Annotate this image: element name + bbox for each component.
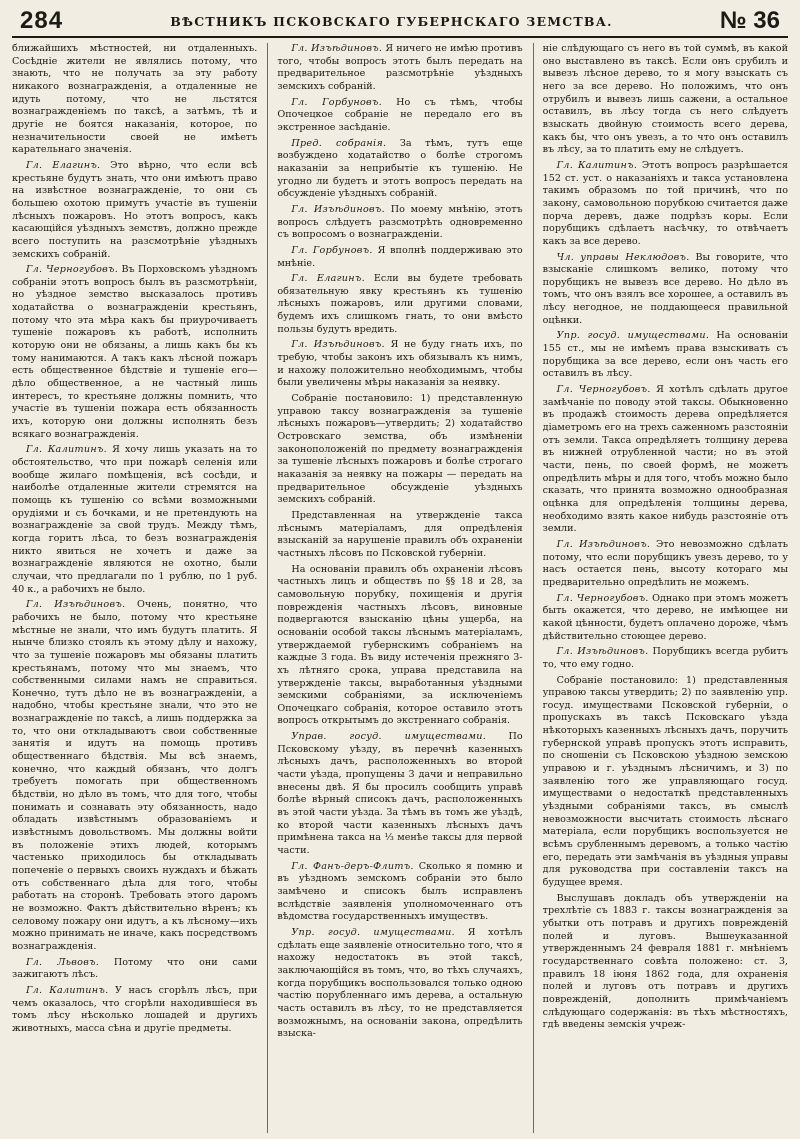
- speaker-name: Гл. Изъѣдиновъ.: [26, 599, 126, 611]
- paragraph-text: На основаніи правилъ объ охраненіи лѣсовъ частныхъ лицъ и обществъ по §§ 18 и 28, за самовольную порубку, похищенія и другія поврежденія частныхъ лѣсовъ, виновные подвергаются взысканію цѣны ущерба, на основаніи особой таксы лѣснымъ матеріаламъ, утверждаемой губернскимъ собраніемъ на каждые 3 года. Въ виду истеченія прежняго 3-хъ лѣтняго срока, управа представила на утвержденіе таксы, выработанныя уѣздными земскими собраніями, за исключеніемъ Опочецкаго собранія, которое оставило этотъ вопросъ открытымъ до экстреннаго собранія.: [277, 563, 523, 727]
- paragraph-text: Вы говорите, что взысканіе слишкомъ велико, потому что порубщикъ не вывезъ все дерево. Но дѣло въ томъ, что онъ взялъ все хорошее, а оставилъ въ лѣсу негодное, не поддающееся правильной оцѣнки.: [542, 251, 788, 326]
- paragraph: [543, 893, 788, 1032]
- paragraph-text: Я хотѣлъ сдѣлать еще заявленіе относительно того, что я нахожу недостатокъ въ этой таксѣ, заключающійся въ томъ, что, во тѣхъ случаяхъ, когда порубщикъ воспользовался только одною частію порубленнаго имъ дерева, а остальную часть оставилъ въ лѣсу, то не представляется возможнымъ, на основаніи закона, опредѣлить взыска-: [277, 926, 523, 1040]
- paragraph: [12, 985, 257, 1036]
- paragraph-text: Очень, понятно, что рабочихъ не было, потому что крестьяне мѣстные не знали, что имъ будутъ платить. Я нынче близко стоялъ къ этому дѣлу и нахожу, что за тушеніе пожаровъ мы обязаны платить крестьянамъ, потому что мы знаемъ, что собственными силами намъ не справиться. Конечно, тутъ дѣло не въ вознагражденіи, а надобно, чтобы крестьяне знали, что это не вознагражденіе по таксѣ, а лишь поддержка за то, что они откладываютъ свои собственные занятія и идутъ на помощь противъ общественнаго бѣдствія. Мы всѣ знаемъ, конечно, что каждый обязанъ, что долгъ требуетъ помогать при общественномъ бѣдствіи, но дѣло въ томъ, что для того, чтобы понимать и сознавать эту обязанность, надо обладать извѣстнымъ образованіемъ и извѣстнымъ довольствомъ. Мы должны войти въ положеніе этихъ людей, которымъ частенько приходилось бы откладывать попеченіе о первыхъ своихъ нуждахъ и бѣжать отъ собственнаго дѣла для того, чтобы работать на сторонѣ. Требовать этого даромъ не возможно. Фактъ дѣйствительно вѣренъ; къ селовому пожару они идутъ, а къ лѣсному—ихъ можно принимать не иначе, какъ посредствомъ вознагражденія.: [12, 599, 258, 952]
- speaker-name: Гл. Изъѣдиновъ.: [291, 203, 385, 215]
- paragraph: [543, 593, 788, 644]
- speaker-name: Гл. Елагинъ.: [26, 159, 101, 171]
- paragraph-text: По Псковскому уѣзду, въ перечнѣ казенныхъ лѣсныхъ дачъ, расположенныхъ во второй части уѣзда, пропущены 3 дачи и неправильно внесены двѣ. Я бы просилъ сообщить управѣ болѣе вѣрный списокъ дачъ, расположенныхъ въ этой части уѣзда. За тѣмъ въ томъ же уѣздѣ, ко второй части казенныхъ лѣсныхъ дачъ примѣнена такса на ⅓ менѣе таксы для первой части.: [277, 731, 523, 857]
- paragraph-text: Если вы будете требовать обязательную явку крестьянъ къ тушенію лѣсныхъ пожаровъ, или другими словами, будемъ ихъ слишкомъ гнать, то они вмѣсто пользы будутъ вредить.: [277, 273, 523, 335]
- paragraph: [277, 927, 522, 1041]
- paragraph: [12, 43, 257, 157]
- paragraph: [277, 339, 522, 390]
- speaker-name: Гл. Калитинъ.: [26, 984, 109, 996]
- paragraph: [12, 599, 257, 953]
- speaker-name: Гл. Горбуновъ.: [291, 244, 373, 256]
- paragraph-text: Потому что они сами зажигаютъ лѣсъ.: [12, 956, 258, 981]
- journal-title: ВѢСТНИКЪ ПСКОВСКАГО ГУБЕРНСКАГО ЗЕМСТВА.: [170, 13, 613, 29]
- speaker-name: Гл. Горбуновъ.: [291, 96, 382, 108]
- paragraph-text: ближайшихъ мѣстностей, ни отдаленныхъ. Сосѣдніе жители не являлись потому, что знають, что не получать за эту работу никакого вознагражденія, а отдаленные не идуть потому, что не льстятся вознагражденіемъ по таксѣ, а затѣмъ, тѣ и другіе не боятся наказанія, которое, по незначительности своей не имѣетъ карательнаго значенія.: [12, 43, 258, 156]
- paragraph: [277, 43, 522, 94]
- paragraph: [277, 861, 522, 924]
- speaker-name: Гл. Елагинъ.: [291, 273, 365, 285]
- paragraph: [543, 160, 788, 249]
- paragraph: [543, 646, 788, 671]
- paragraph: [12, 264, 257, 441]
- paragraph: [277, 510, 522, 561]
- paragraph: [543, 384, 788, 536]
- speaker-name: Гл. Изъѣдиновъ.: [556, 538, 651, 550]
- page-header: [12, 6, 788, 38]
- text-columns: [12, 38, 788, 1133]
- paragraph: [543, 675, 788, 890]
- text-column-right: [533, 43, 788, 1133]
- paragraph-text: Я хочу лишь указать на то обстоятельство, что при пожарѣ селенія или вообще жилаго помѣщенія, всѣ сосѣди, и наиболѣе отдаленные жители стремятся на помощь къ тушенію со всѣми возможными орудіями и съ бочками, и не претендують на вознагражденіе за свой трудъ. Между тѣмъ, когда горитъ лѣса, то безъ вознагражденія никто явиться не хочетъ и даже за вознагражденіе являются не охотно, были случаи, что предлагали по 1 рублю, по 1 руб. 40 к., а рабочихъ не было.: [12, 444, 258, 595]
- paragraph-text: Я не буду гнать ихъ, по требую, чтобы законъ ихъ обязывалъ къ нимъ, и нахожу положительно необходимымъ, чтобы были увеличены мѣры наказанія за неявку.: [277, 339, 523, 389]
- speaker-name: Гл. Изъѣдиновъ.: [291, 339, 385, 351]
- text-column-left: [12, 43, 257, 1133]
- paragraph: [277, 97, 522, 135]
- speaker-name: Пред. собранія.: [291, 137, 387, 149]
- paragraph-text: Этотъ вопросъ разрѣшается 152 ст. уст. о наказаніяхъ и такса установлена такимъ образомъ по той причинѣ, что по закону, самовольною порубкою считается даже порча деревъ, даже подрѣзъ коры. Если порубщикъ сдѣлаетъ насѣчку, то отвѣчаетъ какъ за все дерево.: [542, 159, 788, 247]
- paragraph-text: По моему мнѣнію, этотъ вопросъ слѣдуетъ разсмотрѣть одновременно съ вопросомъ о вознагражденіи.: [277, 203, 523, 241]
- paragraph-text: Но съ тѣмъ, чтобы Опочецкое собраніе не передало его въ экстренное засѣданіе.: [277, 96, 523, 133]
- paragraph: [277, 564, 522, 729]
- paragraph: [543, 539, 788, 590]
- paragraph-text: Собраніе постановило: 1) представленную управою таксу вознагражденія за тушеніе лѣсныхъ пожаровъ—утвердить; 2) ходатайство Островскаго земства, объ измѣненіи законоположеній по предмету вознагражденія за тушеніе лѣсныхъ пожаровъ и болѣе строгаго наказанія за неявку на пожары — передать на предварительное обсужденіе уѣздныхъ земскихъ собраній.: [277, 393, 523, 506]
- text-column-middle: [267, 43, 522, 1133]
- paragraph-text: Я хотѣлъ сдѣлать другое замѣчаніе по поводу этой таксы. Обыкновенно въ продажѣ стоимость дерева опредѣляется діаметромъ его на трехъ саженномъ разстояніи отъ земли. Такса опредѣляетъ толщину дерева въ нижней отрубленной части; но въ этой части, пень, по своей формѣ, не можетъ опредѣлить мѣры и для того, чтобъ можно было сказать, что принята возможно однообразная оцѣнка для опредѣленія толщины дерева, необходимо взять какое нибудь разстояніе отъ земли.: [542, 384, 788, 535]
- speaker-name: Чл. управы Неклюдовъ.: [556, 251, 690, 263]
- paragraph: [12, 957, 257, 982]
- paragraph-text: Однако при этомъ можетъ быть окажется, что дерево, не имѣющее ни какой цѣнности, будетъ оплачено дороже, чѣмъ дѣйствительно стоющее дерево.: [542, 592, 788, 642]
- speaker-name: Гл. Львовъ.: [26, 956, 100, 968]
- speaker-name: Гл. Черногубовъ.: [556, 384, 651, 396]
- speaker-name: Управ. госуд. имуществами.: [291, 731, 487, 743]
- speaker-name: Упр. госуд. имуществами.: [556, 330, 710, 342]
- speaker-name: Гл. Фанъ-деръ-Флитъ.: [291, 860, 414, 872]
- speaker-name: Гл. Черногубовъ.: [556, 592, 649, 604]
- paragraph-text: Собраніе постановило: 1) представленныя управою таксы утвердить; 2) по заявленію упр. госуд. имуществами Псковской губерніи, о пропускахъ въ таксѣ Псковскаго уѣзда нѣкоторыхъ казенныхъ лѣсныхъ дачъ, поручить губернской управѣ пропускъ этотъ исправить, по сношеніи съ Псковскою уѣздною земскою управою и г. уѣзднымъ лѣсничимъ, и 3) по заявленію того же управляющаго госуд. имуществами о недостаткѣ представленныхъ уѣздными собраніями таксъ, въ смыслѣ невозможности высчитать стоимость лѣснаго матеріала, если порубщикъ воспользуется не всѣмъ срубленнымъ деревомъ, а только частію его, передать эти замѣчанія въ уѣздныя управы для руководства при составленіи таксъ на будущее время.: [542, 674, 788, 888]
- paragraph: [277, 204, 522, 242]
- paragraph: [543, 43, 788, 157]
- paragraph-text: Въ Порховскомъ уѣздномъ собраніи этотъ вопросъ былъ въ разсмотрѣніи, но уѣздное земство высказалось противъ ходатайства о вознагражденіи крестьянъ, потому что эта мѣра какъ бы приурочиваетъ тушеніе пожаровъ къ работѣ, исполнить которую они не обязаны, а лишь какъ бы къ тому нанимаются. А такъ какъ лѣсной пожаръ есть общественное бѣдствіе и тушеніе его—дѣло общественное, а не частный лишь интересъ, то крестьяне должны помнить, что участіе въ тушеніи пожара есть обязанность ихъ, которую они должны исполнять безъ всякаго вознагражденія.: [12, 264, 258, 440]
- paragraph: [277, 393, 522, 507]
- speaker-name: Гл. Изъѣдиновъ.: [556, 646, 649, 658]
- paragraph: [277, 731, 522, 858]
- paragraph-text: ніе слѣдующаго съ него въ той суммѣ, въ какой оно выставлено въ таксѣ. Если онъ срубилъ и вывезъ лѣсное дерево, то я могу взыскать съ него за все дерево. Но положимъ, что онъ отрубилъ и вывезъ лишь сажени, а остальное оставилъ, въ лѣсу тогда съ него слѣдуетъ взыскать двойную стоимость всего дерева, какъ бы, что онъ увезъ, а то что онъ оставилъ въ лѣсу, за то платить ему не слѣдуетъ.: [542, 43, 788, 156]
- paragraph: [277, 273, 522, 336]
- paragraph: [543, 330, 788, 381]
- paragraph-text: Я ничего не имѣю противъ того, чтобы вопросъ этотъ былъ передать на предварительное разсмотрѣніе уѣздныхъ земскихъ собраній.: [277, 43, 523, 92]
- paragraph-text: Сколько я помню и въ уѣздномъ земскомъ собраніи это было замѣчено и списокъ былъ исправленъ вслѣдствіе заявленія уполномоченнаго отъ вѣдомства государственныхъ имуществъ.: [277, 860, 523, 923]
- paragraph-text: Я вполнѣ поддерживаю это мнѣніе.: [277, 244, 523, 269]
- paragraph-text: У насъ сгорѣлъ лѣсъ, при чемъ оказалось, что сгорѣли находившіеся въ томъ лѣсу нѣсколько лошадей и другихъ животныхъ, масса сѣна и другіе предметы.: [12, 984, 258, 1034]
- paragraph: [543, 252, 788, 328]
- speaker-name: Гл. Черногубовъ.: [26, 264, 119, 276]
- paragraph-text: Выслушавъ докладъ объ утвержденіи на трехлѣтіе съ 1883 г. таксы вознагражденія за убытки отъ потравъ и другихъ поврежденій полей и луговъ. Вышеуказанной утвержденнымъ 24 февраля 1881 г. мнѣніемъ государственнаго совѣта положено: ст. 3, правилъ 18 іюня 1862 года, для охраненія полей и луговъ отъ потравъ и другихъ поврежденій, дополнить примѣчаніемъ слѣдующаго содержанія: въ тѣхъ мѣстностяхъ, гдѣ введены земскія учреж-: [542, 892, 788, 1031]
- paragraph: [12, 160, 257, 261]
- issue-number: № 36: [719, 7, 780, 34]
- paragraph-text: На основаніи 155 ст., мы не имѣемъ права взыскивать съ порубщика за все дерево, если онъ часть его оставилъ въ лѣсу.: [542, 330, 788, 380]
- paragraph: [12, 444, 257, 596]
- speaker-name: Упр. госуд. имуществами.: [291, 926, 455, 938]
- speaker-name: Гл. Калитинъ.: [556, 159, 638, 171]
- paragraph-text: Порубщикъ всегда рубитъ то, что ему годно.: [542, 646, 788, 670]
- paragraph: [277, 245, 522, 270]
- page-number: 284: [20, 7, 64, 34]
- speaker-name: Гл. Изъѣдиновъ.: [291, 43, 383, 54]
- paragraph-text: Представленная на утвержденіе такса лѣснымъ матеріаламъ, для опредѣленія взысканій за нарушеніе правилъ объ охраненіи частныхъ лѣсовъ по Псковской губерніи.: [277, 509, 523, 559]
- paragraph-text: За тѣмъ, тутъ еще возбуждено ходатайство о болѣе строгомъ наказаніи за неприбытіе къ тушенію. Не угодно ли будетъ и этотъ вопросъ передать на обсужденіе уѣздныхъ собраній.: [277, 137, 523, 200]
- paragraph-text: Это невозможно сдѣлать потому, что если порубщикъ увезъ дерево, то у насъ остается пень, высоту котораго мы предварительно опредѣлить не можемъ.: [542, 538, 788, 588]
- speaker-name: Гл. Калитинъ.: [26, 444, 107, 456]
- paragraph-text: Это вѣрно, что если всѣ крестьяне будутъ знать, что они имѣютъ право на извѣстное вознагражденіе, то они съ большею охотою примутъ участіе въ тушеніи лѣсныхъ пожаровъ. Но этотъ вопросъ, какъ касающійся уѣздныхъ земствъ, должно прежде всего поступить на разсмотрѣніе уѣздныхъ земскихъ собраній.: [12, 159, 258, 260]
- paragraph: [277, 138, 522, 201]
